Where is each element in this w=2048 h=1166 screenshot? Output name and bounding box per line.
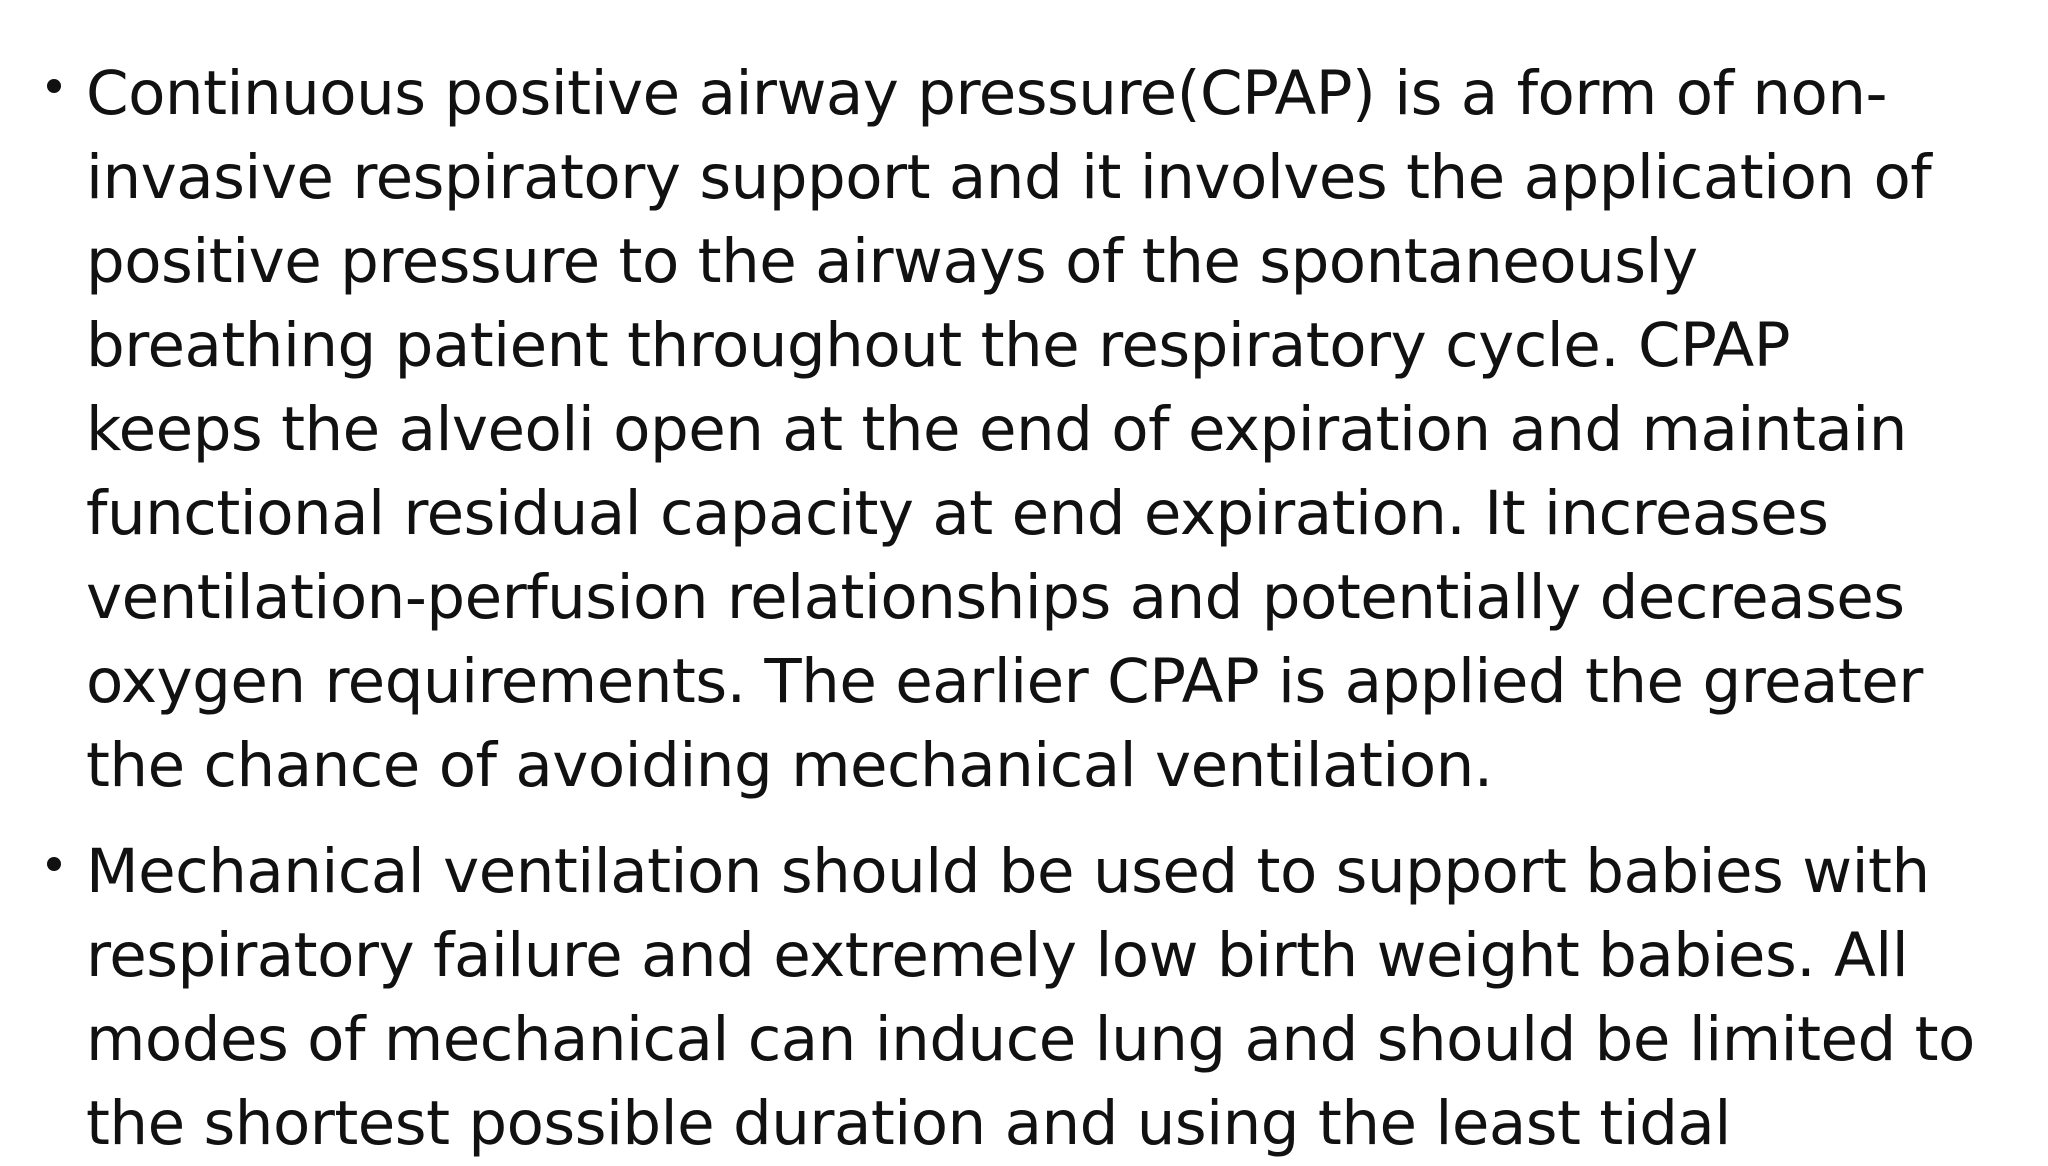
bullet-1-line-5: keeps the alveoli open at the end of expiration and maintain	[86, 394, 1907, 465]
bullet-1-line-8: oxygen requirements. The earlier CPAP is applied the greater	[86, 646, 1923, 717]
bullet-1-line-2: invasive respiratory support and it involves the application of	[86, 142, 1932, 213]
bullet-1-line-6: functional residual capacity at end expiration. It increases	[86, 478, 1829, 549]
bullet-2-line-4: the shortest possible duration and using the least tidal	[86, 1088, 1731, 1159]
bullet-2-line-1: Mechanical ventilation should be used to support babies with	[86, 836, 1930, 907]
bullet-1-line-7: ventilation-perfusion relationships and potentially decreases	[86, 562, 1905, 633]
bullet-dot-icon	[47, 857, 61, 871]
bullet-1-line-1: Continuous positive airway pressure(CPAP) is a form of non-	[86, 58, 1888, 129]
bullet-2-line-2: respiratory failure and extremely low birth weight babies. All	[86, 920, 1909, 991]
bullet-2-line-3: modes of mechanical can induce lung and should be limited to	[86, 1004, 1975, 1075]
bullet-1-line-9: the chance of avoiding mechanical ventilation.	[86, 730, 1493, 801]
bullet-1-line-3: positive pressure to the airways of the spontaneously	[86, 226, 1698, 297]
bullet-dot-icon	[47, 79, 61, 93]
bullet-1-line-4: breathing patient throughout the respiratory cycle. CPAP	[86, 310, 1791, 381]
